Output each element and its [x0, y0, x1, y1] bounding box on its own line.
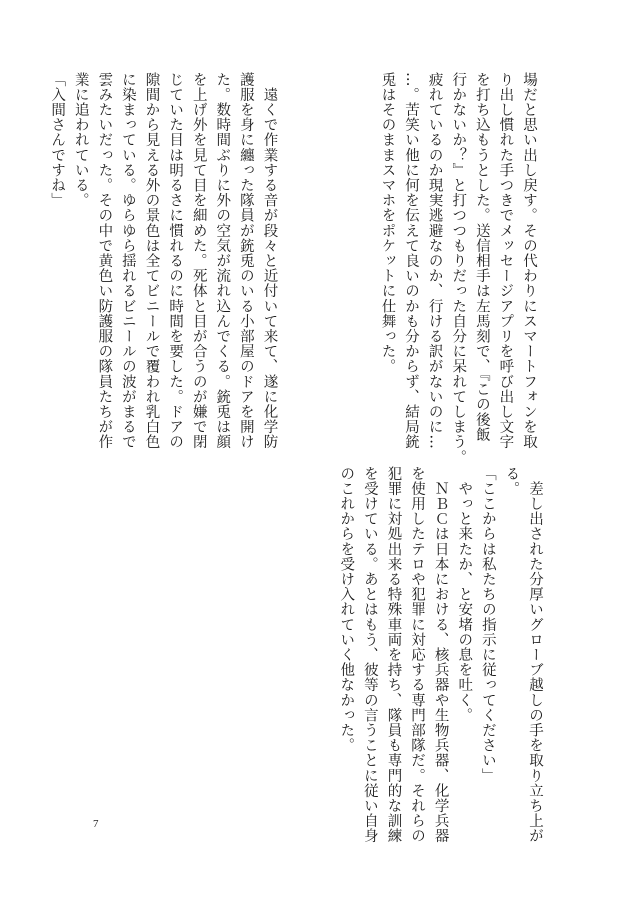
- text-line: じていた目は明るさに慣れるのに時間を要した。ドアの: [167, 72, 184, 450]
- text-line: 犯罪に対処出来る特殊車両を持ち、隊員も専門的な訓練: [385, 466, 402, 844]
- text-line: 雲みたいだった。その中で黄色い防護服の隊員たちが作: [96, 72, 113, 450]
- blank-line: [280, 72, 304, 442]
- dialogue-line: 「入間さんですね」: [49, 72, 66, 208]
- text-line: のこれからを受け入れていく他なかった。: [338, 466, 355, 753]
- blank-line: [328, 72, 352, 442]
- text-line: ＮＢＣは日本における、核兵器や生物兵器、化学兵器: [432, 466, 449, 844]
- text-line: 業に追われている。: [72, 72, 89, 208]
- text-line: 護服を身に纏った隊員が銃兎のいる小部屋のドアを開け: [237, 72, 254, 450]
- text-line: 兎はそのままスマホをポケットに仕舞った。: [379, 72, 396, 374]
- dialogue-line: 「ここからは私たちの指示に従ってください」: [479, 466, 496, 784]
- text-line: を受けている。あとはもう、彼等の言うことに従い自身: [361, 466, 378, 844]
- blank-line: [351, 72, 375, 442]
- text-line: …。苦笑い他に何を伝えて良いのかも分からず、結局銃: [403, 72, 420, 450]
- text-line: 行かないか？』と打つつもりだった自分に呆れてしまう。: [450, 72, 467, 465]
- text-line: に染まっている。ゆらゆら揺れるビニールの波がまるで: [119, 72, 136, 450]
- upper-text-block: [45, 72, 540, 465]
- text-line: を使用したテロや犯罪に対応する専門部隊だ。それらの: [409, 466, 426, 844]
- text-line: た。数時間ぶりに外の空気が流れ込んでくる。銃兎は顔: [214, 72, 231, 450]
- text-line: 疲れているのか現実逃避なのか、行ける訳がないのに…: [426, 72, 443, 450]
- text-line: を打ち込もうとした。送信相手は左馬刻で、『この後飯: [473, 72, 490, 443]
- text-line: る。: [503, 466, 520, 497]
- text-line: 隙間から見える外の景色は全てビニールで覆われ乳白色: [143, 72, 160, 450]
- text-line: を上げ外を見て目を細めた。死体と目が合うのが嫌で閉: [190, 72, 207, 450]
- text-line: 遠くで作業する音が段々と近付いて来て、遂に化学防: [261, 72, 278, 450]
- text-line: やっと来たか、と安堵の息を吐く。: [456, 466, 473, 723]
- text-line: 差し出された分厚いグローブ越しの手を取り立ち上が: [527, 466, 543, 844]
- blank-line: [304, 72, 328, 442]
- lower-text-block: [334, 466, 546, 844]
- page-number: 7: [93, 818, 99, 830]
- text-line: 場だと思い出し戻す。その代わりにスマートフォンを取: [521, 72, 537, 450]
- text-line: り出し慣れた手つきでメッセージアプリを呼び出し文字: [497, 72, 514, 450]
